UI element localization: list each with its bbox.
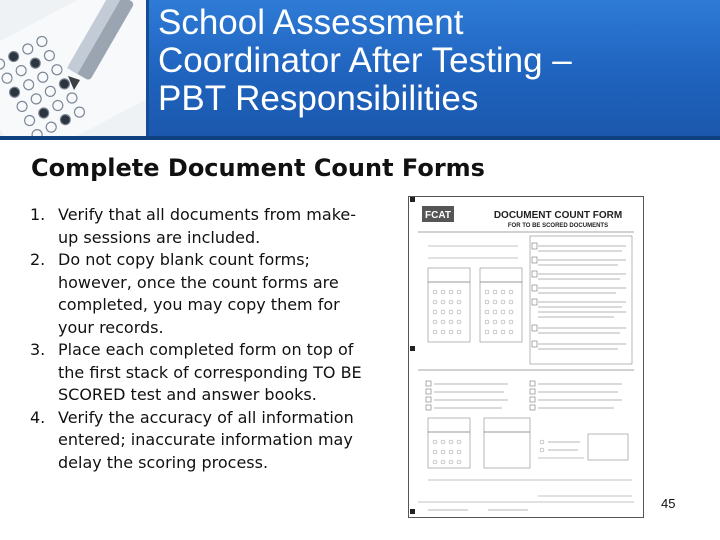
answer-sheet-photo xyxy=(0,0,149,136)
step-line: Place each completed form on top of xyxy=(58,340,354,359)
list-item xyxy=(30,407,390,475)
step-line: delay the scoring process. xyxy=(58,452,269,472)
list-item xyxy=(30,249,390,339)
slide-title-line: School Assessment xyxy=(158,3,464,42)
step-number: 3. xyxy=(30,340,46,359)
slide-title-line: PBT Responsibilities xyxy=(158,79,479,118)
step-line: up sessions are included. xyxy=(58,227,261,247)
bubble-sheet-image xyxy=(0,0,146,136)
step-line: Do not copy blank count forms; xyxy=(58,250,310,269)
fcat-logo-text: FCAT xyxy=(425,210,451,221)
list-item xyxy=(30,339,390,407)
step-line: your records. xyxy=(58,317,164,337)
form-heading: DOCUMENT COUNT FORM xyxy=(493,210,623,221)
step-line: the first stack of corresponding TO BE xyxy=(58,362,362,382)
step-number: 1. xyxy=(30,205,46,224)
slide-header xyxy=(0,0,720,136)
slide-title-line: Coordinator After Testing – xyxy=(158,41,572,80)
form-subheading: FOR TO BE SCORED DOCUMENTS xyxy=(507,223,609,229)
step-line: however, once the count forms are xyxy=(58,272,339,292)
step-line: entered; inaccurate information may xyxy=(58,430,353,449)
step-line: Verify that all documents from make- xyxy=(58,205,357,224)
step-number: 4. xyxy=(30,407,46,427)
document-count-form-image xyxy=(408,196,644,518)
step-line: completed, you may copy them for xyxy=(58,295,340,314)
header-divider xyxy=(0,136,720,140)
step-line: SCORED test and answer books. xyxy=(58,385,317,404)
slide-title xyxy=(158,4,718,118)
slide-subtitle: Complete Document Count Forms xyxy=(31,154,485,182)
steps-list xyxy=(30,204,390,474)
count-form-drawing xyxy=(408,196,644,518)
step-number: 2. xyxy=(30,250,46,269)
step-line: Verify the accuracy of all information xyxy=(58,407,354,427)
page-number: 45 xyxy=(661,496,676,511)
list-item xyxy=(30,204,390,249)
